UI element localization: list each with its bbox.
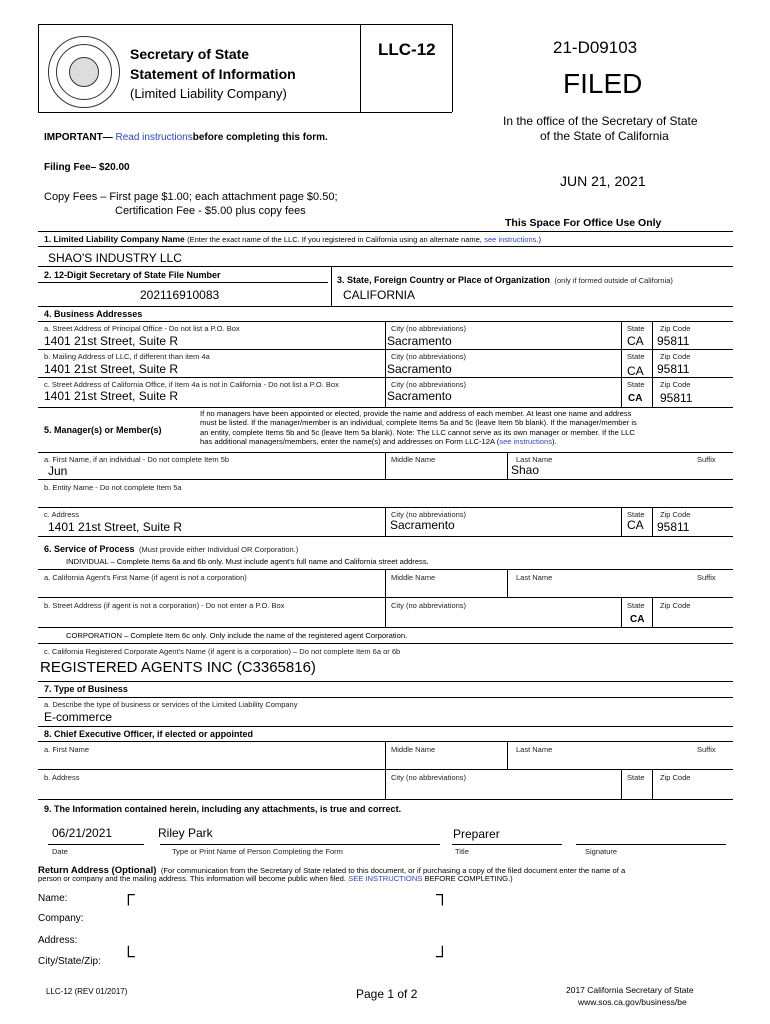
address-4a-label: a. Street Address of Principal Office - Do not list a P.O. Box	[44, 324, 240, 333]
corporate-agent-field[interactable]: REGISTERED AGENTS INC (C3365816)	[40, 659, 316, 676]
return-address-title: Return Address (Optional) (For communication from the Secretary of State related to this document, or if purchasing a copy of the filed document enter the name of a	[38, 865, 626, 876]
corporate-agent-label: c. California Registered Corporate Agent's Name (if agent is a corporation) – Do not complete Item 6a or 6b	[44, 647, 401, 656]
website: www.sos.ca.gov/business/be	[578, 997, 687, 1007]
office-line-1: In the office of the Secretary of State	[503, 114, 698, 128]
bracket-bottom-left-icon: └	[122, 946, 135, 966]
business-type-label: a. Describe the type of business or services of the Limited Liability Company	[44, 700, 298, 709]
see-instructions-link-return[interactable]: SEE INSTRUCTIONS	[348, 874, 423, 883]
ca-office-zip-field[interactable]: 95811	[660, 391, 693, 405]
section-3: 3. State, Foreign Country or Place of Organization (only if formed outside of California)	[337, 275, 673, 285]
filing-fee: Filing Fee– $20.00	[44, 162, 130, 173]
ca-office-state-field[interactable]: CA	[628, 393, 643, 404]
section-9: 9. The Information contained herein, including any attachments, is true and correct.	[44, 804, 402, 814]
section-2: 2. 12-Digit Secretary of State File Number	[44, 270, 221, 280]
manager-zip-field[interactable]: 95811	[657, 520, 690, 534]
manager-first-label: a. First Name, if an individual - Do not complete Item 5b	[44, 455, 230, 464]
form-revision: LLC-12 (REV 01/2017)	[46, 987, 128, 996]
mailing-state-field[interactable]: CA	[627, 364, 644, 378]
section-5-description: If no managers have been appointed or elected, provide the name and address of each member. At least one name and address must be listed. If the manager/member is an individual, complete Items 5a and 5c (leave Item 5b blank). If the manager/member is an entity, complete Items 5b and 5c (leave Item 5a blank). Note: The LLC cannot serve as its own manager or member. If the LLC has additional managers/members, enter the name(s) and addresses on Form LLC-12A (see instructions).	[200, 409, 637, 446]
state-seal	[48, 36, 120, 108]
principal-street-field[interactable]: 1401 21st Street, Suite R	[44, 334, 179, 348]
business-type-field[interactable]: E-commerce	[44, 710, 113, 724]
bracket-top-left-icon: ┌	[122, 884, 135, 904]
corporation-note: CORPORATION – Complete Item 6c only. Only include the name of the registered agent Corporation.	[66, 631, 408, 640]
bracket-bottom-right-icon: ┘	[436, 946, 449, 966]
section-7: 7. Type of Business	[44, 684, 128, 694]
filed-stamp: FILED	[563, 68, 643, 99]
signer-name-field[interactable]: Riley Park	[158, 826, 213, 840]
agent-address-label: b. Street Address (if agent is not a corporation) - Do not enter a P.O. Box	[44, 601, 285, 610]
form-subtitle: Statement of Information	[130, 66, 296, 82]
address-4b-label: b. Mailing Address of LLC, if different than item 4a	[44, 352, 210, 361]
office-line-2: of the State of California	[540, 129, 669, 143]
individual-note: INDIVIDUAL – Complete Items 6a and 6b only. Must include agent's full name and California street address.	[66, 557, 429, 566]
file-number-field[interactable]: 202116910083	[140, 288, 220, 302]
mailing-city-field[interactable]: Sacramento	[387, 362, 452, 376]
agent-state-field[interactable]: CA	[630, 614, 645, 625]
return-address-label: Address:	[38, 935, 78, 946]
section-8: 8. Chief Executive Officer, if elected or appointed	[44, 729, 254, 739]
llc-name-field[interactable]: SHAO'S INDUSTRY LLC	[48, 251, 182, 265]
section-6: 6. Service of Process (Must provide either Individual OR Corporation.)	[44, 544, 299, 554]
manager-street-field[interactable]: 1401 21st Street, Suite R	[48, 520, 183, 534]
read-instructions-link[interactable]: Read instructions	[115, 132, 193, 143]
entity-name-label: b. Entity Name - Do not complete Item 5a	[44, 483, 182, 492]
return-company-label: Company:	[38, 913, 84, 924]
important-note: IMPORTANT— Read instructionsbefore completing this form.	[44, 132, 328, 143]
principal-city-field[interactable]: Sacramento	[387, 334, 452, 348]
principal-state-field[interactable]: CA	[627, 334, 644, 348]
page-number: Page 1 of 2	[356, 987, 418, 1001]
document-number: 21-D09103	[553, 38, 638, 57]
section-4: 4. Business Addresses	[44, 309, 143, 319]
form-title: Secretary of State	[130, 46, 250, 62]
principal-zip-field[interactable]: 95811	[657, 334, 690, 348]
return-city-label: City/State/Zip:	[38, 956, 101, 967]
copy-fees-line-2: Certification Fee - $5.00 plus copy fees	[115, 205, 306, 217]
section-1: 1. Limited Liability Company Name (Enter the exact name of the LLC. If you registered in California using an alternate name, see instructions.)	[44, 234, 541, 244]
copyright: 2017 California Secretary of State	[566, 985, 694, 995]
office-use-label: This Space For Office Use Only	[505, 217, 662, 229]
bracket-top-right-icon: ┐	[436, 884, 449, 904]
ca-office-street-field[interactable]: 1401 21st Street, Suite R	[44, 389, 179, 403]
manager-first-name-field[interactable]: Jun	[48, 464, 68, 478]
form-subtitle-2: (Limited Liability Company)	[130, 86, 287, 101]
see-instructions-link-5[interactable]: see instructions	[499, 436, 553, 446]
manager-city-field[interactable]: Sacramento	[390, 518, 455, 532]
agent-first-label: a. California Agent's First Name (if agent is not a corporation)	[44, 573, 247, 582]
filed-date: JUN 21, 2021	[560, 173, 646, 189]
ceo-address-label: b. Address	[44, 773, 80, 782]
mailing-street-field[interactable]: 1401 21st Street, Suite R	[44, 362, 179, 376]
manager-address-label: c. Address	[44, 510, 80, 519]
form-id: LLC-12	[378, 40, 436, 59]
mailing-zip-field[interactable]: 95811	[657, 362, 690, 376]
section-5: 5. Manager(s) or Member(s)	[44, 425, 162, 435]
signer-title-field[interactable]: Preparer	[453, 827, 500, 841]
copy-fees-line-1: Copy Fees – First page $1.00; each attachment page $0.50;	[44, 191, 338, 203]
ceo-first-label: a. First Name	[44, 745, 90, 754]
manager-last-name-field[interactable]: Shao	[511, 463, 540, 477]
return-name-label: Name:	[38, 893, 68, 904]
signature-date-field[interactable]: 06/21/2021	[52, 826, 113, 840]
manager-state-field[interactable]: CA	[627, 518, 644, 532]
organization-place-field[interactable]: CALIFORNIA	[343, 288, 416, 302]
ca-office-city-field[interactable]: Sacramento	[387, 389, 452, 403]
return-address-desc: person or company and the mailing address. This information will become public when filed. SEE INSTRUCTIONS BEFORE COMPLETING.)	[38, 874, 513, 883]
see-instructions-link[interactable]: see instructions	[484, 235, 537, 244]
address-4c-label: c. Street Address of California Office, if Item 4a is not in California - Do not list a P.O. Box	[44, 380, 339, 389]
